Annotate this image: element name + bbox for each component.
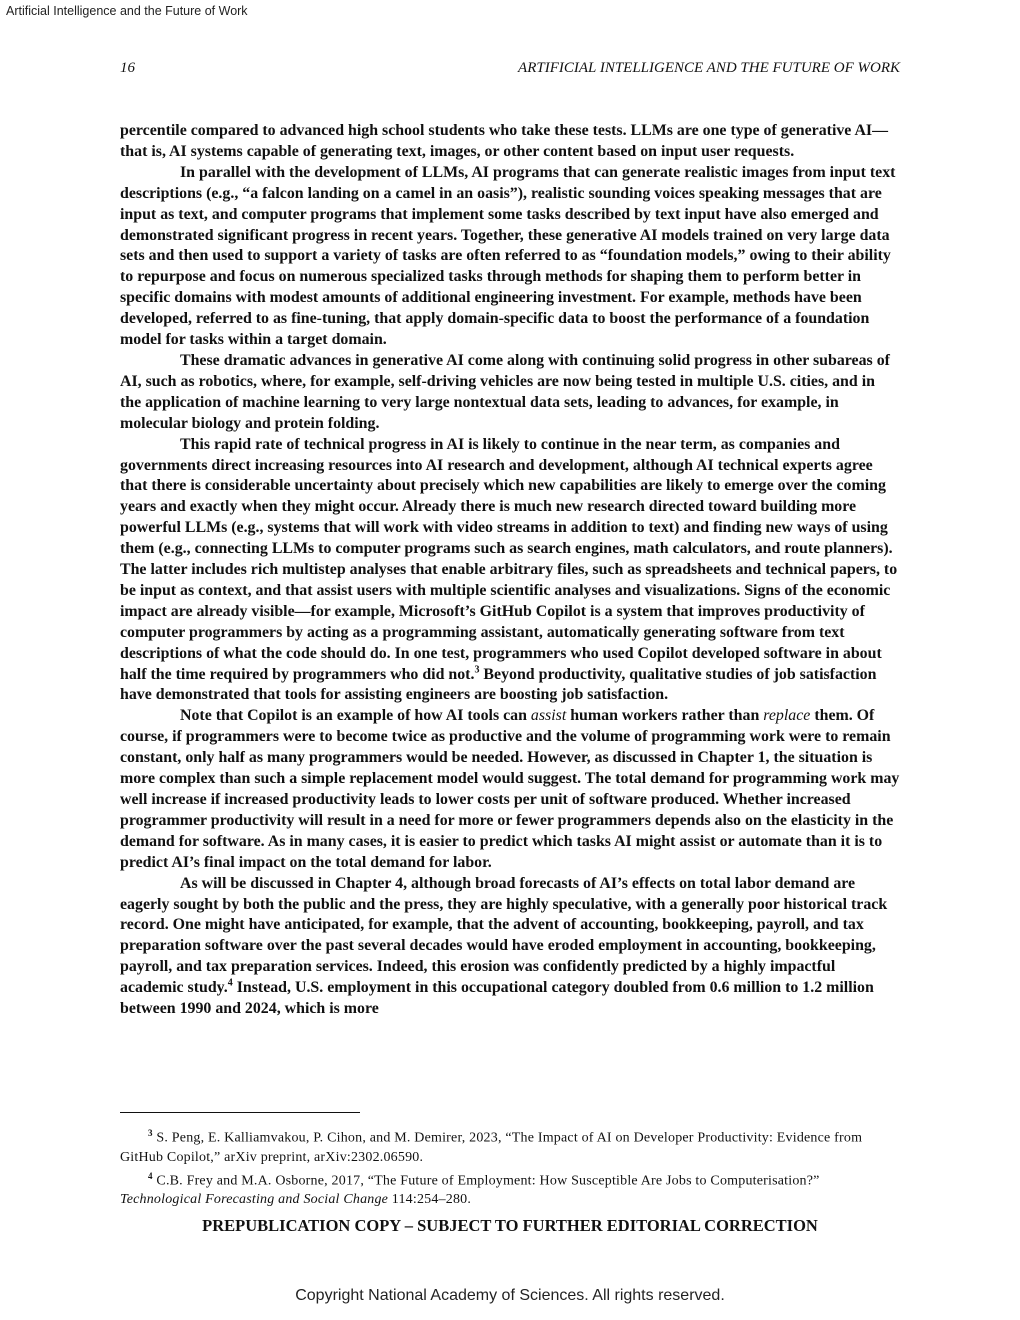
running-header: [120, 60, 900, 77]
footnote-4: [120, 1167, 900, 1210]
paragraph-6-text-a: As will be discussed in Chapter 4, although broad forecasts of AI’s effects on total labor demand are eagerly sought by both the public and the press, they are highly speculative, with a generally poor historical track record. One might have anticipated, for example, that the advent of accounting, bookkeeping, payroll, and tax preparation software over the past several decades would have eroded employment in accounting, bookkeeping, payroll, and tax preparation services. Indeed, this erosion was confidently predicted by a highly impactful academic study.: [120, 874, 888, 997]
paragraph-2: In parallel with the development of LLMs, AI programs that can generate realistic images from input text descriptions (e.g., “a falcon landing on a camel in an oasis”), realistic sounding voices speaking messages that are input as text, and computer programs that implement some tasks described by text input have also emerged and demonstrated significant progress in recent years. Together, these generative AI models trained on very large data sets and then used to support a variety of tasks are often referred to as “foundation models,” owing to their ability to repurpose and focus on numerous specialized tasks through methods for shaping them to perform better in specific domains with modest amounts of additional engineering investment. For example, methods have been developed, referred to as fine-tuning, that apply domain-specific data to boost the performance of a foundation model for tasks within a target domain.: [120, 163, 896, 349]
paragraph-5-text-b: human workers rather than: [566, 707, 764, 725]
paragraph-4-text-b: Beyond productivity, qualitative studies of job satisfaction have demonstrated that tools for assisting engineers are boosting job satisfaction.: [120, 665, 877, 704]
paragraph-3: These dramatic advances in generative AI come along with continuing solid progress in other subareas of AI, such as robotics, where, for example, self-driving vehicles are now being tested in multiple U.S. cities, and in the application of machine learning to very large nontextual data sets, leading to advances, for example, in molecular biology and protein folding.: [120, 351, 890, 432]
copyright-notice: Copyright National Academy of Sciences. All rights reserved.: [295, 1287, 725, 1304]
paragraph-6: [120, 874, 900, 1020]
page-number: 16: [120, 60, 135, 76]
paragraph-4-text-a: This rapid rate of technical progress in AI is likely to continue in the near term, as companies and governments direct increasing resources into AI research and development, although AI technical experts agree that there is considerable uncertainty about precisely which new capabilities are likely to emerge over the coming years and exactly when they might occur. Already there is much new research directed toward building more powerful LLMs (e.g., systems that will work with video streams in addition to text) and finding new ways of using them (e.g., connecting LLMs to computer programs such as search engines, math calculators, and route planners). The latter includes rich multistep analyses that enable arbitrary files, such as spreadsheets and technical papers, to be input as context, and that assist users with multiple scientific analyses and visualizations. Signs of the economic impact are already visible—for example, Microsoft’s GitHub Copilot is a system that improves productivity of computer programmers by acting as a programming assistant, automatically generating software from text descriptions of what the code should do. In one test, programmers who used Copilot developed software in about half the time required by programmers who did not.: [120, 435, 898, 683]
footnote-4-text: C.B. Frey and M.A. Osborne, 2017, “The Future of Employment: How Susceptible Are Jobs to Computerisation?”: [152, 1173, 820, 1189]
running-title: ARTIFICIAL INTELLIGENCE AND THE FUTURE OF WORK: [518, 60, 900, 76]
footnotes: [120, 1124, 900, 1209]
footnote-4-mark: 4: [148, 1170, 153, 1181]
footnote-3-mark: 3: [148, 1128, 153, 1138]
footnote-3-text: S. Peng, E. Kalliamvakou, P. Cihon, and M. Demirer, 2023, “The Impact of AI on Developer Productivity: Evidence from GitHub Copilot,” arXiv preprint, arXiv:2302.06590.: [120, 1130, 863, 1165]
footnote-4-journal: Technological Forecasting and Social Change: [120, 1192, 389, 1208]
paragraph-5-text-c: them. Of course, if programmers were to become twice as productive and the volume of programming work were to remain constant, only half as many programmers would be needed. However, as discussed in Chapter 1, the situation is more complex than such a simple replacement model would suggest. The total demand for programming work may well increase if increased productivity leads to lower costs per unit of software produced. Whether increased programmer productivity will result in a need for more or fewer programmers depends also on the elasticity in the demand for software. As in many cases, it is easier to predict which tasks AI might assist or automate than it is to predict AI’s final impact on the total demand for labor.: [120, 707, 900, 871]
footnote-4-tail: 114:254–280.: [388, 1192, 472, 1208]
paragraph-1: percentile compared to advanced high school students who take these tests. LLMs are one type of generative AI—that is, AI systems capable of generating text, images, or other content based on input user requests.: [120, 122, 889, 160]
footnote-divider: [120, 1112, 360, 1113]
main-body: [120, 121, 900, 1020]
emphasis-replace: replace: [763, 707, 811, 725]
prepublication-notice: PREPUBLICATION COPY – SUBJECT TO FURTHER EDITORIAL CORRECTION: [202, 1216, 818, 1235]
paragraph-6-text-b: Instead, U.S. employment in this occupational category doubled from 0.6 million to 1.2 million between 1990 and 2024, which is more: [120, 979, 874, 1018]
paragraph-5: [120, 706, 900, 873]
document-banner-title: Artificial Intelligence and the Future of Work: [6, 4, 248, 18]
emphasis-assist: assist: [530, 707, 567, 725]
footnote-ref-4[interactable]: 4: [227, 977, 233, 989]
paragraph-4: [120, 435, 900, 707]
paragraph-5-text-a: Note that Copilot is an example of how AI tools can: [180, 707, 531, 725]
footnote-ref-3[interactable]: 3: [474, 664, 480, 676]
footnote-3: [120, 1124, 900, 1167]
